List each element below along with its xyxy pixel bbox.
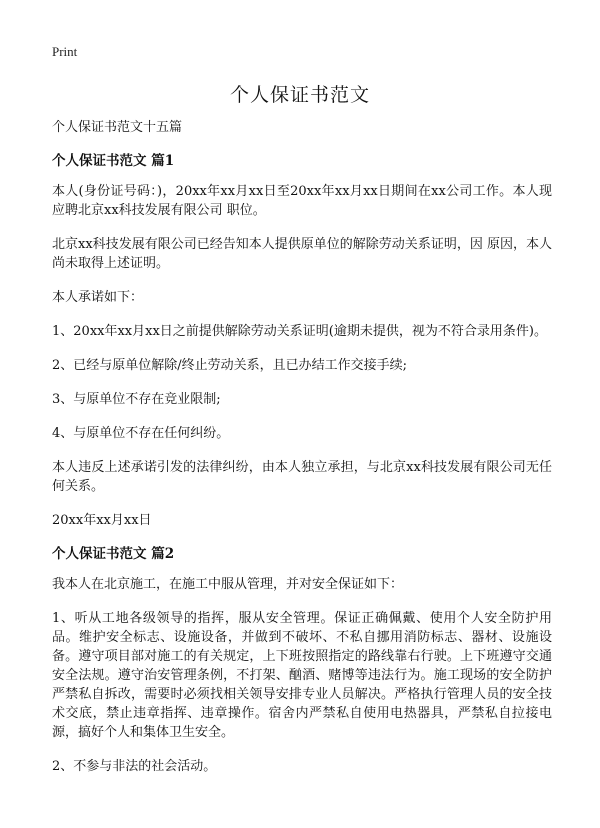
document-title: 个人保证书范文 [229, 84, 370, 106]
list-item: 3、与原单位不存在竞业限制; [52, 392, 221, 407]
list-item: 1、听从工地各级领导的指挥，服从安全管理。保证正确佩戴、使用个人安全防护用品。维护安全标志、设施设备，并做到不破坏、不私自挪用消防标志、器材、设施设备。遵守项目部对施工的有关规定，上下班按照指定的路线靠右行驶。上下班遵守交通安全法规。遵守治安管理条例，不打架、酗酒、赌博等违法行为。施工现场的安全防护严禁私自拆改，需要时必须找相关领导安排专业人员解决。严格执行管理人员的安全技术交底，禁止违章指挥、违章操作。宿舍内严禁私自使用电热器具，严禁私自拉接电源，搞好个人和集体卫生安全。 [52, 611, 552, 740]
section-heading-1: 个人保证书范文 篇1 [52, 153, 175, 169]
paragraph: 北京xx科技发展有限公司已经告知本人提供原单位的解除劳动关系证明，因 原因，本人尚未取得上述证明。 [52, 237, 552, 271]
list-item: 1、20xx年xx月xx日之前提供解除劳动关系证明(逾期未提供，视为不符合录用条件)。 [52, 324, 547, 339]
date-line: 20xx年xx月xx日 [52, 513, 152, 528]
section-heading-2: 个人保证书范文 篇2 [52, 546, 175, 562]
list-item: 2、不参与非法的社会活动。 [52, 759, 217, 774]
list-item: 2、已经与原单位解除/终止劳动关系，且已办结工作交接手续; [52, 358, 408, 373]
paragraph: 本人违反上述承诺引发的法律纠纷，由本人独立承担，与北京xx科技发展有限公司无任何关系。 [52, 460, 552, 494]
document-body [52, 118, 552, 791]
print-label: Print [52, 44, 78, 59]
paragraph: 我本人在北京施工，在施工中服从管理，并对安全保证如下： [52, 577, 404, 592]
document-subtitle: 个人保证书范文十五篇 [52, 120, 183, 135]
list-item: 4、与原单位不存在任何纠纷。 [52, 426, 230, 441]
paragraph: 本人(身份证号码：)，20xx年xx月xx日至20xx年xx月xx日期间在xx公司工作。本人现应聘北京xx科技发展有限公司 职位。 [52, 184, 552, 218]
paragraph: 本人承诺如下： [52, 290, 144, 305]
